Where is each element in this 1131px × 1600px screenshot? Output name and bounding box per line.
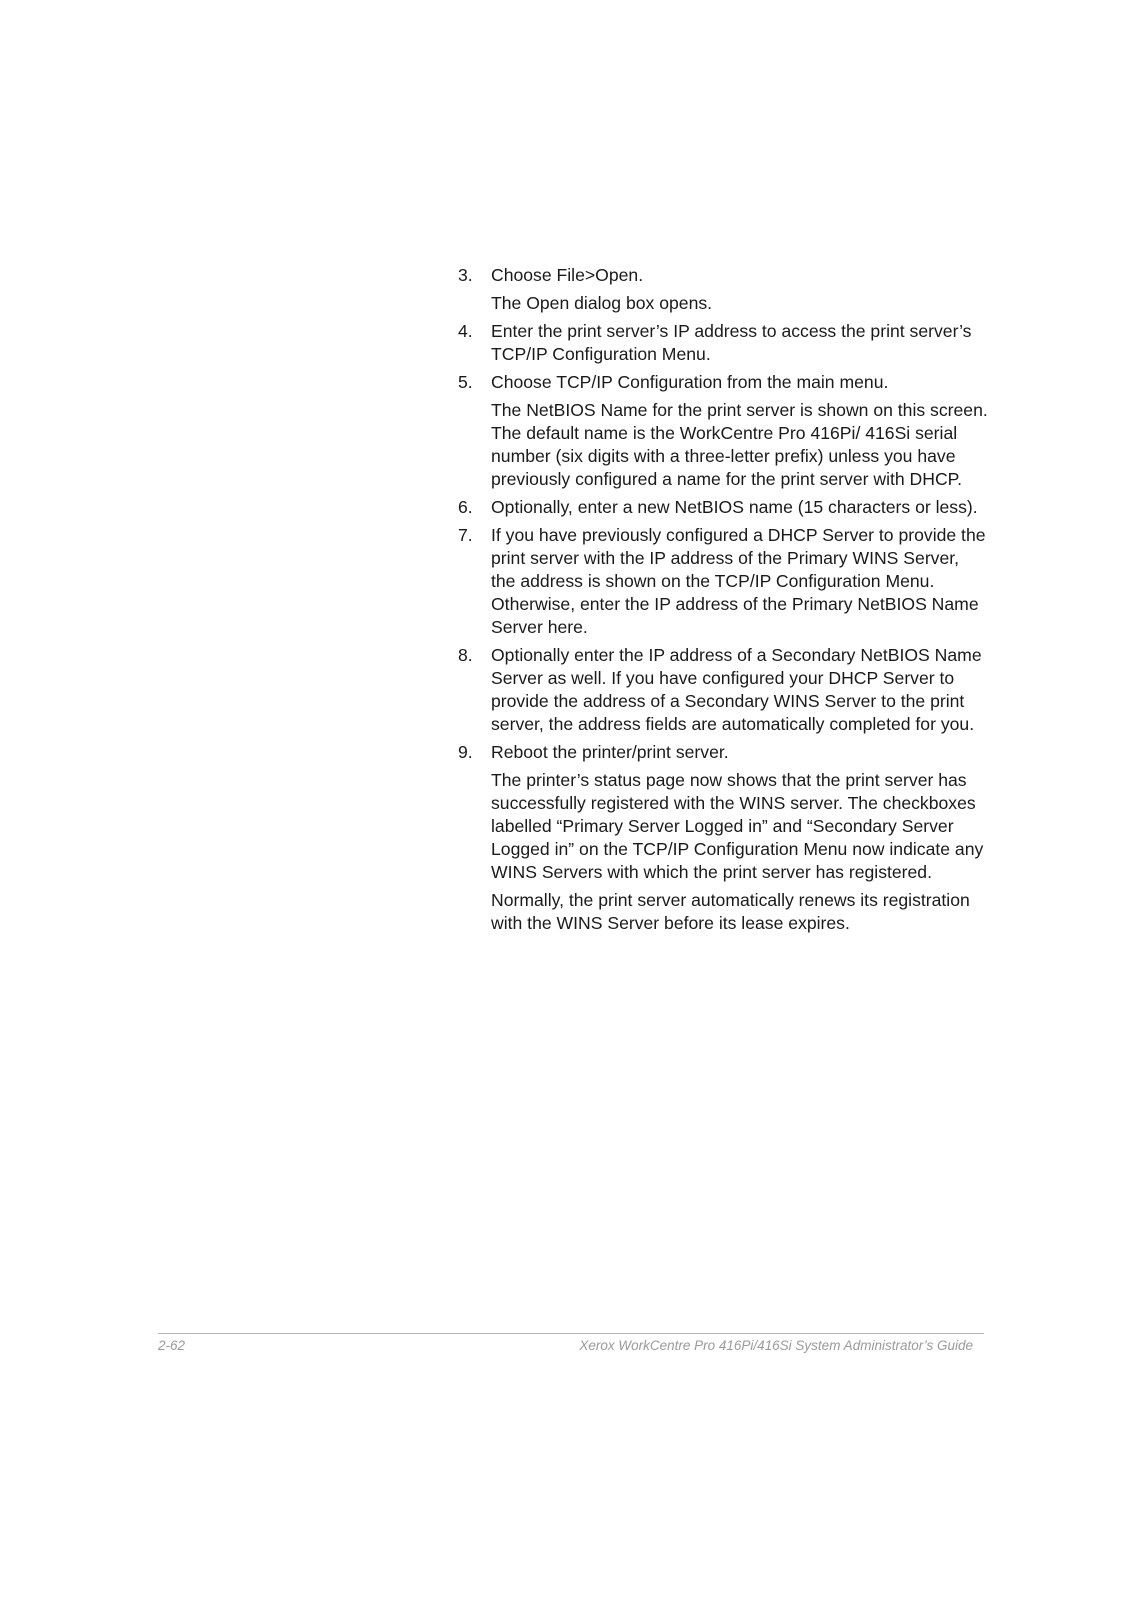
step-text: Enter the print server’s IP address to access the print server’s TCP/IP Configuration Menu. — [491, 321, 972, 364]
step-text: Reboot the printer/print server. — [491, 742, 729, 762]
step-5 — [458, 371, 988, 394]
step-number: 7. — [458, 525, 473, 545]
page-number: 2-62 — [158, 1338, 186, 1353]
step-3 — [458, 264, 988, 287]
step-8 — [458, 644, 988, 736]
step-number: 5. — [458, 372, 473, 392]
step-7 — [458, 524, 988, 639]
note-status-page: The printer’s status page now shows that the print server has successfully registered with the WINS server. The checkboxes labelled “Primary Server Logged in” and “Secondary Server Logged in” on the TCP/IP Configuration Menu now indicate any WINS Servers with which the print server has registered. — [491, 770, 984, 882]
step-text: If you have previously configured a DHCP Server to provide the print server with the IP address of the Primary WINS Server, the address is shown on the TCP/IP Configuration Menu. Otherwise, enter the IP address of the Primary NetBIOS Name Server here. — [491, 525, 986, 637]
note-open-dialog: The Open dialog box opens. — [491, 293, 713, 313]
guide-title: Xerox WorkCentre Pro 416Pi/416Si System Administrator’s Guide — [579, 1338, 973, 1353]
step-number: 9. — [458, 742, 473, 762]
note-netbios-name: The NetBIOS Name for the print server is shown on this screen. The default name is the WorkCentre Pro 416Pi/ 416Si serial number (six digits with a three-letter prefix) unless you have previously configured a name for the print server with DHCP. — [491, 400, 988, 489]
step-text: Optionally enter the IP address of a Secondary NetBIOS Name Server as well. If you have configured your DHCP Server to provide the address of a Secondary WINS Server to the print server, the address fields are automatically completed for you. — [491, 645, 982, 734]
note-renewal: Normally, the print server automatically renews its registration with the WINS Server before its lease expires. — [491, 890, 970, 933]
instructions-body — [458, 264, 988, 940]
step-number: 6. — [458, 497, 473, 517]
step-text: Choose TCP/IP Configuration from the main menu. — [491, 372, 889, 392]
footer-divider — [158, 1333, 984, 1334]
step-number: 4. — [458, 321, 473, 341]
step-number: 3. — [458, 265, 473, 285]
step-text: Choose File>Open. — [491, 265, 644, 285]
step-4 — [458, 320, 988, 366]
step-6 — [458, 496, 988, 519]
step-text: Optionally, enter a new NetBIOS name (15 characters or less). — [491, 497, 978, 517]
step-number: 8. — [458, 645, 473, 665]
step-9 — [458, 741, 988, 764]
